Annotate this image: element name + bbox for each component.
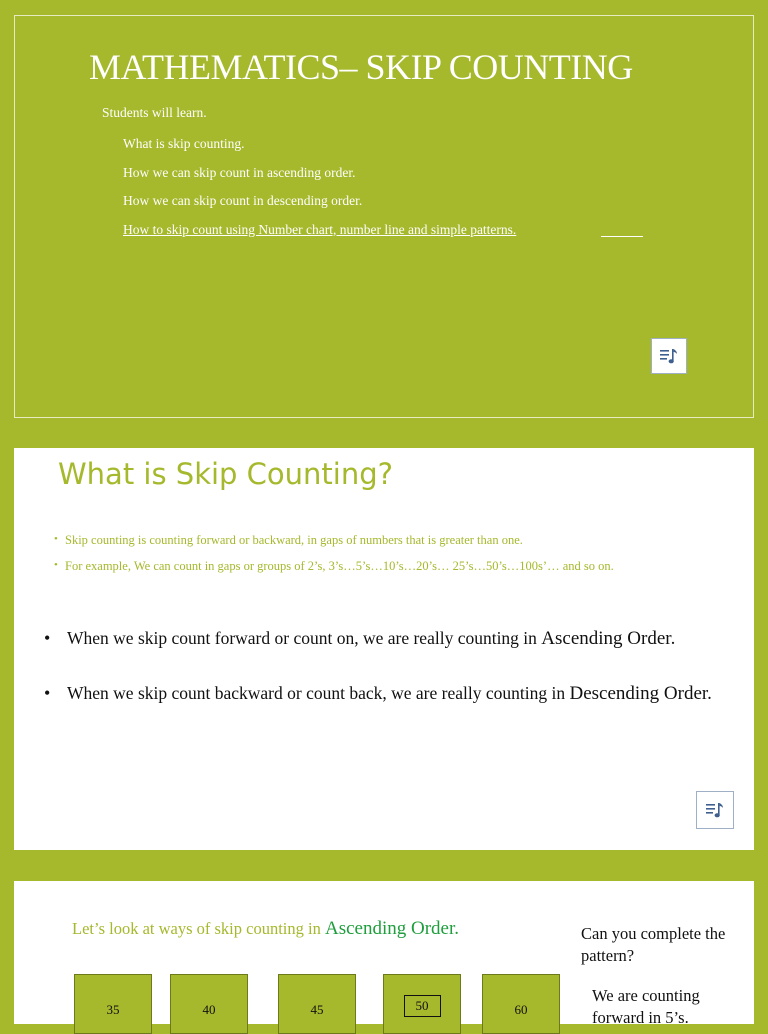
definition-item: • Skip counting is counting forward or backward, in gaps of numbers that is greater than one.: [54, 532, 714, 548]
number-box: [482, 974, 560, 1034]
slide-objectives: [14, 15, 754, 418]
audio-button[interactable]: [651, 338, 687, 374]
objectives-list: [123, 134, 516, 248]
definition-list: [54, 532, 714, 584]
number-value: 45: [310, 1002, 324, 1017]
number-box: [278, 974, 356, 1034]
order-item: [44, 680, 724, 707]
number-value: 60: [514, 1002, 528, 1017]
order-list: [44, 625, 724, 735]
number-value: 40: [202, 1002, 216, 1017]
slide-title: MATHEMATICS– SKIP COUNTING: [89, 47, 633, 87]
audio-icon: [658, 345, 680, 367]
slide-heading: What is Skip Counting?: [58, 457, 394, 491]
order-emphasis: Descending Order.: [569, 683, 712, 704]
number-box: [383, 974, 461, 1034]
lead-accent: Ascending Order.: [324, 918, 460, 939]
number-value: 50: [404, 995, 441, 1017]
order-text: When we skip count backward or count back, we are really counting in: [67, 683, 570, 703]
lead-prefix: Let’s look at ways of skip counting in: [72, 919, 325, 938]
objective-item: What is skip counting.: [123, 136, 245, 151]
number-box: [74, 974, 152, 1034]
intro-text: Students will learn.: [102, 105, 207, 120]
objective-item: How to skip count using Number chart, number line and simple patterns.: [123, 221, 517, 237]
audio-icon: [704, 799, 726, 821]
lead-text: [72, 918, 459, 940]
number-box: [170, 974, 248, 1034]
order-item: [44, 625, 724, 652]
slide-ascending: [14, 881, 754, 1027]
order-emphasis: Ascending Order.: [541, 628, 676, 649]
number-value: 35: [106, 1002, 120, 1017]
question-text: Can you complete the pattern?: [581, 924, 726, 965]
audio-button[interactable]: [696, 791, 734, 829]
objective-item: How we can skip count in ascending order.: [123, 164, 356, 180]
definition-item: • For example, We can count in gaps or groups of 2’s, 3’s…5’s…10’s…20’s… 25’s…50’s…100s’… and so on.: [54, 558, 714, 574]
order-text: When we skip count forward or count on, we are really counting in: [67, 628, 542, 648]
answer-text: We are counting forward in 5’s.: [592, 986, 700, 1027]
objective-item: How we can skip count in descending order.: [123, 193, 363, 208]
underline-trail: [601, 236, 643, 237]
slide-definition: [14, 448, 754, 850]
